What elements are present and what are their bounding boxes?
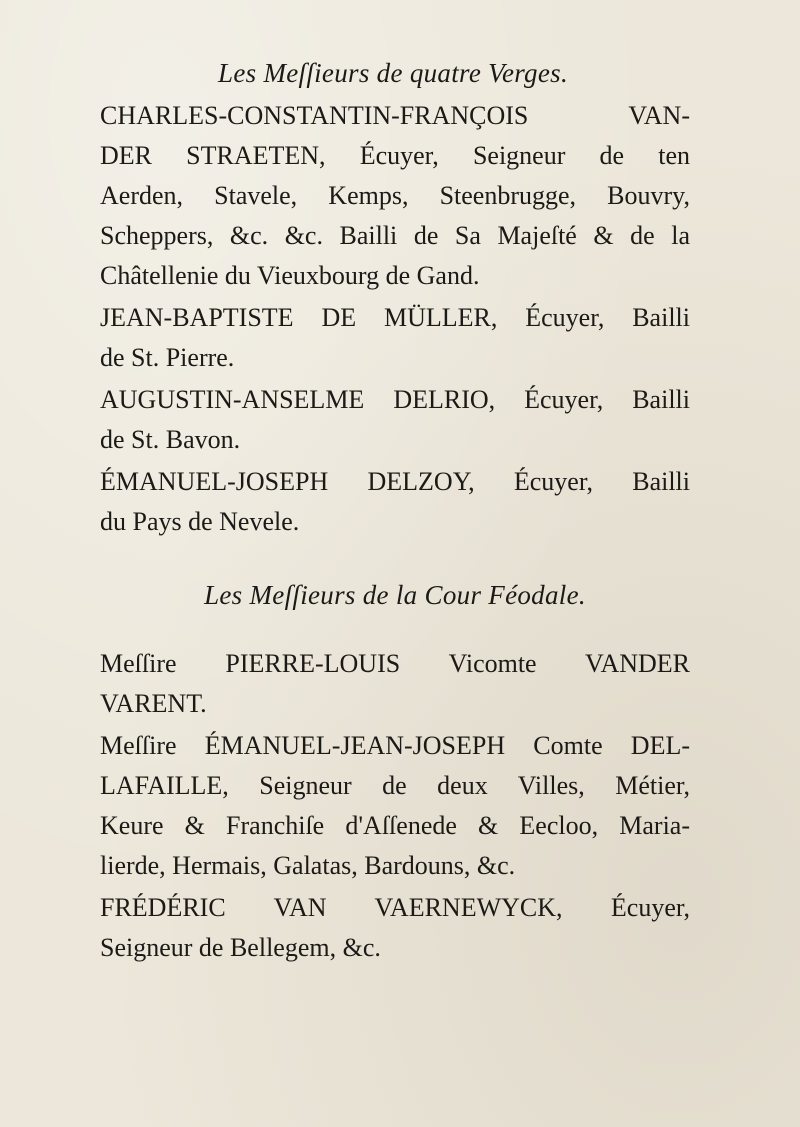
entry-line: Châtellenie du Vieuxbourg de Gand. bbox=[100, 261, 480, 290]
entry-line: du Pays de Nevele. bbox=[100, 507, 300, 536]
entry-line: Scheppers, &c. &c. Bailli de Sa Majeſté & de la bbox=[100, 221, 690, 250]
entry-line: Keure & Franchiſe d'Aſſenede & Eecloo, Maria- bbox=[100, 811, 690, 840]
entry-de-muller bbox=[100, 298, 690, 378]
entry-line: de St. Bavon. bbox=[100, 425, 241, 454]
entry-line: ÉMANUEL-JOSEPH DELZOY, Écuyer, Bailli bbox=[100, 467, 690, 496]
entry-delrio bbox=[100, 380, 690, 460]
entry-van-vaernewyck bbox=[100, 888, 690, 968]
entry-line: CHARLES-CONSTANTIN-FRANÇOIS VAN- bbox=[100, 101, 690, 130]
entry-line: lierde, Hermais, Galatas, Bardouns, &c. bbox=[100, 851, 516, 880]
entry-line: DER STRAETEN, Écuyer, Seigneur de ten bbox=[100, 141, 690, 170]
entry-line: Meſſire PIERRE-LOUIS Vicomte VANDER bbox=[100, 649, 690, 678]
section-quatre-verges bbox=[100, 96, 690, 542]
entry-line: Aerden, Stavele, Kemps, Steenbrugge, Bouvry, bbox=[100, 181, 690, 210]
entry-line: Meſſire ÉMANUEL-JEAN-JOSEPH Comte DEL- bbox=[100, 731, 690, 760]
entry-line: LAFAILLE, Seigneur de deux Villes, Métier, bbox=[100, 771, 690, 800]
heading-quatre-verges: Les Meſſieurs de quatre Verges. bbox=[218, 58, 568, 88]
heading-cour-feodale: Les Meſſieurs de la Cour Féodale. bbox=[204, 580, 586, 610]
entry-delzoy bbox=[100, 462, 690, 542]
entry-line: VARENT. bbox=[100, 689, 207, 718]
entry-vander-varent bbox=[100, 644, 690, 724]
entry-van-der-straeten bbox=[100, 96, 690, 296]
section-cour-feodale bbox=[100, 644, 690, 968]
entry-line: AUGUSTIN-ANSELME DELRIO, Écuyer, Bailli bbox=[100, 385, 690, 414]
text-column bbox=[100, 56, 690, 970]
entry-dellafaille bbox=[100, 726, 690, 886]
entry-line: FRÉDÉRIC VAN VAERNEWYCK, Écuyer, bbox=[100, 893, 690, 922]
entry-line: JEAN-BAPTISTE DE MÜLLER, Écuyer, Bailli bbox=[100, 303, 690, 332]
entry-line: Seigneur de Bellegem, &c. bbox=[100, 933, 381, 962]
entry-line: de St. Pierre. bbox=[100, 343, 235, 372]
